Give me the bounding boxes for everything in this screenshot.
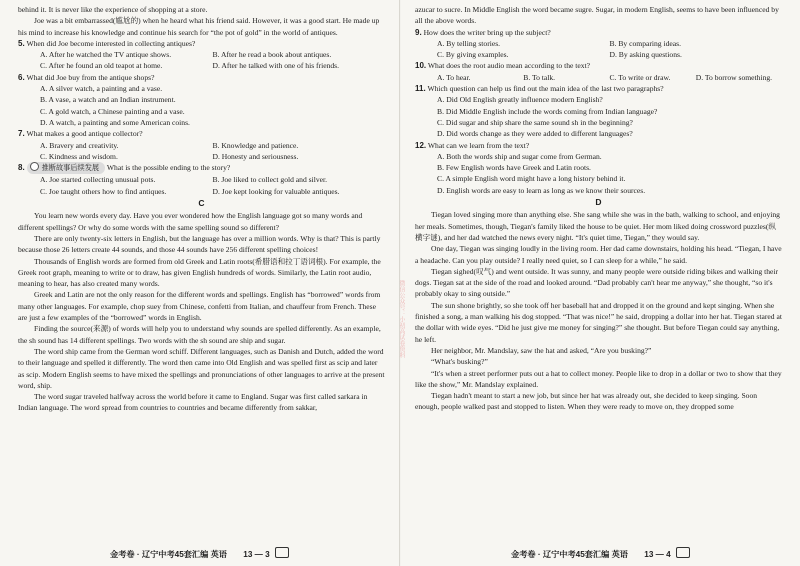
question-stem: What did Joe buy from the antique shops? [26,72,155,82]
question-stem: How does the writer bring up the subject? [423,27,551,37]
paragraph: “What's busking?” [431,357,488,367]
question-item [18,38,385,72]
question-stem: What does the root audio mean according to the text? [427,61,591,71]
hint-tag [27,162,106,174]
question-number: 6. [18,72,25,82]
option: B. A vase, a watch and an Indian instrument. [40,95,176,105]
question-options [415,151,782,196]
option: A. Joe started collecting unusual pots. [40,175,156,185]
question-options [415,38,782,61]
question-options [18,83,385,128]
footer-title: 金考卷 · 辽宁中考45套汇编 [511,550,610,559]
question-number: 10. [415,61,427,71]
question-group-c [415,27,782,196]
question-number: 9. [415,27,422,37]
passage-b-tail: behind it. It is never like the experience of shopping at a store. [18,5,208,14]
question-item [415,83,782,139]
section-heading-d: D [595,197,602,208]
question-options [18,49,385,72]
option: D. Joe kept looking for valuable antiques. [212,186,340,196]
option: C. A simple English word might have a long history behind it. [437,174,626,184]
question-item [415,27,782,61]
paragraph: “It's when a street performer puts out a hat to collect money. People like to drop in a dollar or two to show that they like the show,” Mr. Mandslay explained. [415,368,782,389]
option: C. Did sugar and ship share the same sound sh in the beginning? [437,117,633,127]
passage-c [18,210,385,413]
option: B. Few English words have Greek and Latin roots. [437,163,591,173]
option: A. Bravery and creativity. [40,140,119,150]
question-number: 8. [18,163,25,173]
option: C. By giving examples. [437,50,509,60]
footer-subject: 英语 [210,550,227,559]
paragraph: Tiegan sighed(叹气) and went outside. It was sunny, and many people were outside riding bikes and walking their dogs. Tiegan sat at the side of the road and looked around. “Dad probably can't hear me anyway,” she thought, “so it's probably okay to sing outside.” [415,266,778,299]
footer-title: 金考卷 · 辽宁中考45套汇编 [110,550,209,559]
option: C. After he found an old teapot at home. [40,61,163,71]
question-group-b [18,38,385,162]
passage-d [415,209,782,412]
question-options [18,140,385,163]
paragraph: Greek and Latin are not the only reason for the different words and spellings. English has “borrowed” words from many other languages. For example, chop suey from Chinese, confetti from Italian, and chauffeur from French. These are just a few examples of the “borrowed” words in English. [18,290,381,323]
option: D. To borrow something. [695,72,773,82]
option: C. A gold watch, a Chinese painting and a vase. [40,106,185,116]
option: D. After he talked with one of his friends. [212,61,340,71]
right-footer [401,547,800,560]
hint-dot-icon [30,162,39,171]
option: C. To write or draw. [609,72,671,82]
option: D. Honesty and seriousness. [212,151,299,161]
watermark-stamp: 微信公众号：小初高试卷资料 [398,280,405,358]
paragraph: You learn new words every day. Have you ever wondered how the English language got so many words and different spellings? Or why do some words with the same spelling sound so different? [18,211,363,232]
option: A. After he watched the TV antique shows. [40,50,172,60]
question-stem: What can we learn from the text? [427,140,530,150]
footer-page-number: 13 — 3 [243,550,270,559]
paragraph: Thousands of English words are formed from old Greek and Latin roots(希腊语和拉丁语词根). For example, the Greek root graph, meaning to write or to draw, has given English hundreds of words. Similarly, the Latin root audio, meaning to hear, has also created many words. [18,256,381,289]
question-options [415,72,782,83]
left-footer [0,547,399,560]
paragraph: Finding the source(来源) of words will help you to understand why sounds are spelled differently. As an example, the sh sound has 14 different spellings. Two words with the sh sound are ship and sugar. [18,324,381,345]
left-column [18,4,385,414]
option: D. Did words change as they were added to different languages? [437,129,633,139]
question-item [415,60,782,83]
question-stem: What makes a good antique collector? [26,129,143,139]
option: B. Knowledge and patience. [212,140,299,150]
footer-subject: 英语 [611,550,628,559]
brand-logo-icon [275,547,289,558]
paragraph: Tiegan loved singing more than anything else. She sang while she was in the bath, walking to school, and enjoying her meals. Sometimes, though, Tiegan's family liked the house to be quiet. Her mom liked doing crossword puzzles(纵横字谜), and her dad watched the news every night. “It's quiet time, Tiegan,” they would say. [415,210,780,242]
question-stem: What is the possible ending to the story? [106,163,231,173]
option: D. English words are easy to learn as long as we know their sources. [437,185,646,195]
question-options [415,94,782,139]
option: A. A silver watch, a painting and a vase. [40,84,163,94]
question-item [18,128,385,162]
question-number: 12. [415,140,427,150]
option: B. By comparing ideas. [609,38,681,48]
paragraph: One day, Tiegan was singing loudly in the living room. Her dad came downstairs, holding his head. “Tiegan, I have a headache. Can you play outside? I really need quiet, so I can sleep for a while,” he said. [415,244,782,265]
right-page [401,0,800,566]
footer-page-number: 13 — 4 [644,550,671,559]
option: B. Joe liked to collect gold and silver. [212,175,328,185]
passage-c-tail: azucar to sucre. In Middle English the word became sugre. Sugar, in modern English, seems to have been influenced by all the above words. [415,5,779,26]
option: C. Joe taught others how to find antiques. [40,186,167,196]
option: B. Did Middle English include the words coming from Indian language? [437,106,658,116]
option: D. By asking questions. [609,50,682,60]
option: D. A watch, a painting and some American coins. [40,117,190,127]
question-stem: When did Joe become interested in collecting antiques? [26,38,196,48]
question-item [415,140,782,196]
brand-logo-icon [676,547,690,558]
paragraph: Tiegan hadn't meant to start a new job, but since her hat was already out, she decided to keep singing. Soon enough, people walked past and stopped to listen. When they were ready to move on, they dropped some [415,391,758,412]
question-8 [18,162,385,197]
option: A. To hear. [437,72,471,82]
option: B. After he read a book about antiques. [212,50,332,60]
hint-tag-label: 推断故事后续发展 [41,164,100,173]
section-heading-c: C [198,198,205,209]
paragraph: The word ship came from the German word schiff. Different languages, such as Danish and Dutch, added the word to their language and spelled it differently. The word then came into Old English and was spelled first as scip and later as scip. Modern English seems to have mixed the spellings and pronunciations of other languages to arrive at the present word, ship. [18,346,385,390]
question-number: 5. [18,38,25,48]
paragraph: The sun shone brightly, so she took off her baseball hat and dropped it on the ground and kept singing. When she finished a song, a man walking his dog stopped. “That was nice!” he said, dropping a dollar into her hat. Tiegan stared at the dollar with wide eyes. “Did he just give me money for singing?” she thought. But before Tiegan could say anything, he left. [415,300,782,344]
paragraph: Her neighbor, Mr. Mandslay, saw the hat and asked, “Are you busking?” [431,345,652,355]
paragraph: There are only twenty-six letters in English, but the language has over a million words. Why is that? This is partly because those 26 letters create 44 sounds, and those 44 sounds have 256 different spelling choices! [18,233,381,255]
option: C. Kindness and wisdom. [40,151,118,161]
question-number: 11. [415,84,426,94]
paragraph: The word sugar traveled halfway across the world before it came to England. Sugar was first called sarkara in Indian language. The word spread from countries to countries and became differently from sakkar, [18,392,368,413]
question-item [18,72,385,128]
option: A. Both the words ship and sugar come from German. [437,151,602,161]
question-stem: Which question can help us find out the main idea of the last two paragraphs? [427,84,664,94]
passage-b-paragraph: Joe was a bit embarrassed(尴尬的) when he heard what his friend said. However, it was a good start. He made up his mind to increase his knowledge and continue his search for “the pot of gold” in the world of antiques. [18,16,380,37]
option: A. By telling stories. [437,38,501,48]
option: B. To talk. [523,72,556,82]
right-column [415,4,782,413]
question-options [18,174,385,197]
option: A. Did Old English greatly influence modern English? [437,95,603,105]
question-number: 7. [18,129,25,139]
